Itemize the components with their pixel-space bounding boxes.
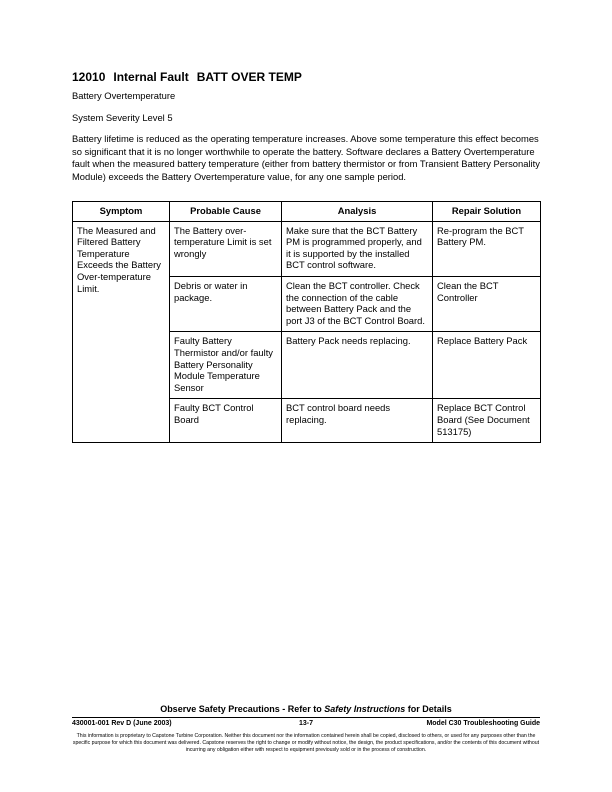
cause-cell: The Battery over-temperature Limit is set wrongly — [170, 221, 282, 276]
symptom-cell: The Measured and Filtered Battery Temperature Exceeds the Battery Over-temperature Limit. — [73, 221, 170, 443]
fault-code: 12010 — [72, 70, 106, 84]
footer-bar — [72, 720, 540, 730]
safety-suffix: for Details — [405, 704, 452, 714]
fault-heading — [72, 70, 540, 84]
header-probable-cause: Probable Cause — [170, 202, 282, 222]
page-number: 13-7 — [298, 720, 313, 727]
safety-instructions-ref: Safety Instructions — [324, 704, 406, 714]
repair-cell: Re-program the BCT Battery PM. — [433, 221, 541, 276]
analysis-cell: Clean the BCT controller. Check the connection of the cable between Battery Pack and the port J3 of the BCT Control Board. — [282, 276, 433, 331]
footer-divider — [72, 717, 540, 718]
repair-cell: Replace BCT Control Board (See Document 513175) — [433, 399, 541, 443]
safety-note — [72, 704, 540, 714]
page-content — [72, 70, 540, 443]
safety-prefix: Observe Safety Precautions - Refer to — [160, 704, 325, 714]
cause-cell: Faulty Battery Thermistor and/or faulty Battery Personality Module Temperature Sensor — [170, 332, 282, 399]
cause-cell: Debris or water in package. — [170, 276, 282, 331]
fault-subtitle: Battery Overtemperature — [72, 90, 176, 101]
cause-cell: Faulty BCT Control Board — [170, 399, 282, 443]
analysis-cell: Make sure that the BCT Battery PM is programmed properly, and it is supported by the installed BCT control software. — [282, 221, 433, 276]
severity-level: System Severity Level 5 — [72, 111, 173, 123]
document-number: 430001-001 Rev D (June 2003) — [72, 720, 172, 727]
analysis-cell: Battery Pack needs replacing. — [282, 332, 433, 399]
header-repair-solution: Repair Solution — [433, 202, 541, 222]
repair-cell: Replace Battery Pack — [433, 332, 541, 399]
table-header-row — [73, 202, 541, 222]
repair-cell: Clean the BCT Controller — [433, 276, 541, 331]
fault-name: BATT OVER TEMP — [196, 70, 302, 84]
header-analysis: Analysis — [282, 202, 433, 222]
troubleshooting-table — [72, 201, 541, 443]
guide-title: Model C30 Troubleshooting Guide — [426, 720, 540, 727]
analysis-cell: BCT control board needs replacing. — [282, 399, 433, 443]
legal-notice: This information is proprietary to Capstone Turbine Corporation. Neither this document nor the information contained herein shall be copied, disclosed to others, or used for any purposes other than the specific purpose for which this document was delivered. Capstone reserves the right to change or modify without notice, the design, the product specifications, and/or the contents of this document without incurring any obligation either with respect to equipment previously sold or in the process of construction. — [72, 733, 540, 753]
header-symptom: Symptom — [73, 202, 170, 222]
fault-type: Internal Fault — [113, 70, 189, 84]
table-row — [73, 221, 541, 276]
fault-description: Battery lifetime is reduced as the operating temperature increases. Above some temperature this effect becomes so significant that it is no longer worthwhile to operate the battery. Software declares a Battery Overtemperature fault when the measured battery temperature (either from battery thermistor or from Transient Battery Personality Module) exceeds the Battery Overtemperature value, for any one sample period. — [72, 133, 540, 182]
